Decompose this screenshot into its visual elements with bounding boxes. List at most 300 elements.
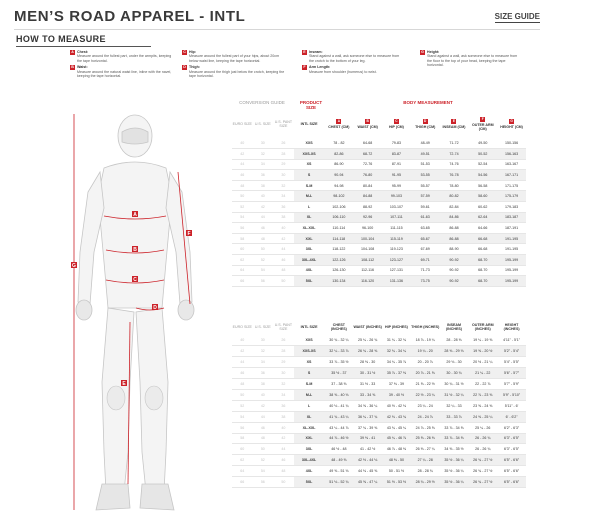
intl-size-cell: XXL: [294, 233, 325, 244]
measurement-cell: 39 ⅜ - 41: [353, 433, 382, 444]
inch-table-body: [232, 335, 526, 487]
measurement-cell: 35 ⅞ - 37 ⅜: [382, 368, 411, 379]
euro-size-cell: 64: [232, 466, 253, 477]
measurement-cell: 82-84: [440, 202, 469, 213]
table-row: [232, 455, 526, 466]
us-size-cell: 52: [253, 455, 274, 466]
euro-size-cell: 42: [232, 149, 253, 160]
us-pant-size-cell: 50: [273, 477, 294, 488]
rider-svg: [70, 112, 220, 517]
euro-size-cell: 58: [232, 233, 253, 244]
waist-icon: B: [366, 119, 369, 123]
measurement-cell: 51 ½ - 53 ½: [382, 477, 411, 488]
intl-size-cell: S: [294, 368, 325, 379]
measurement-cell: 195-199: [497, 265, 526, 276]
euro-size-cell: 40: [232, 138, 253, 149]
measurement-cell: 24 ⅜ - 25 ¼: [468, 411, 497, 422]
measurement-cell: 19 ¼ - 20: [411, 346, 440, 357]
table-row: [232, 389, 526, 400]
measurement-cell: 90-92: [440, 276, 469, 287]
measurement-cell: 37 ⅜ - 39: [382, 379, 411, 390]
measurement-cell: 49 ⅝ - 51 ⅛: [324, 466, 353, 477]
us-pant-size-cell: 36: [273, 202, 294, 213]
measurement-cell: 66-68: [468, 244, 497, 255]
euro-size-cell: 44: [232, 357, 253, 368]
intl-size-cell: XXS-XS: [294, 346, 325, 357]
measurement-cell: 68-70: [468, 255, 497, 266]
us-size-cell: 34: [253, 357, 274, 368]
table-row: [232, 422, 526, 433]
measurement-cell: 49-51: [411, 149, 440, 160]
intl-size-cell: 5XL: [294, 477, 325, 488]
size-table-cm: [232, 110, 526, 287]
measurement-cell: 80-84: [353, 180, 382, 191]
measurement-cell: 33 - 34 ⅝: [353, 389, 382, 400]
table-row: [232, 233, 526, 244]
measurement-cell: 50 - 51 ½: [382, 466, 411, 477]
us-size-cell: 56: [253, 477, 274, 488]
right-glove-icon: [76, 300, 92, 320]
chest-badge-icon: A: [71, 50, 74, 54]
intl-size-cell: 3XL: [294, 244, 325, 255]
col-us-size: U.S. SIZE: [254, 324, 271, 329]
col-label: INSEAM (CM): [442, 125, 466, 129]
col-label: HEIGHT (CM): [500, 125, 523, 129]
measurement-cell: 24 - 24 ⅞: [411, 411, 440, 422]
intl-size-cell: XL: [294, 212, 325, 223]
visor-icon: [122, 128, 148, 144]
measurement-cell: 35 ½ - 36 ¼: [440, 466, 469, 477]
measurement-cell: 31 ¼ - 32 ¾: [382, 335, 411, 346]
measurement-cell: 167-171: [497, 170, 526, 181]
us-pant-size-cell: 28: [273, 346, 294, 357]
measurement-cell: 66-68: [468, 233, 497, 244]
table-row: [232, 138, 526, 149]
us-pant-size-cell: 46: [273, 255, 294, 266]
instruction-thigh: [182, 65, 285, 78]
us-size-cell: 44: [253, 212, 274, 223]
intl-size-cell: S-M: [294, 379, 325, 390]
measurement-cell: 28 - 28 ¾: [411, 466, 440, 477]
measurement-cell: 26 ⅜ - 27 ¼: [411, 444, 440, 455]
instruction-text: Stand against a wall, ask someone else to measure from the crotch to the bottom of your leg.: [309, 54, 400, 63]
us-size-cell: 30: [253, 138, 274, 149]
measurement-cell: 22 ½ - 23 ¼: [411, 389, 440, 400]
intl-size-cell: 3XL-4XL: [294, 455, 325, 466]
measurement-cell: 5'7" - 5'9": [497, 379, 526, 390]
measurement-cell: 5'4" - 5'5": [497, 357, 526, 368]
table-row: [232, 357, 526, 368]
us-size-cell: 48: [253, 233, 274, 244]
measurement-cell: 42 ½ - 44 ⅛: [353, 455, 382, 466]
measurement-cell: 131-136: [382, 276, 411, 287]
intl-size-cell: 3XL: [294, 444, 325, 455]
measurement-cell: 71-73: [411, 265, 440, 276]
measurement-cell: 44 ⅛ - 45 ⅝: [353, 466, 382, 477]
measurement-cell: 26 ¾ - 28 ⅜: [353, 346, 382, 357]
table-row: [232, 477, 526, 488]
intl-size-cell: M-L: [294, 191, 325, 202]
measurement-cell: 30 ¾ - 31 ½: [440, 379, 469, 390]
measurement-cell: 76-80: [353, 170, 382, 181]
us-pant-size-cell: 28: [273, 149, 294, 160]
measurement-cell: 31 ½ - 33: [353, 379, 382, 390]
right-boot-icon: [96, 484, 130, 510]
measurement-cell: 22 ⅞ - 23 ⅝: [468, 389, 497, 400]
measurement-cell: 50-52: [468, 149, 497, 160]
cm-table-body: [232, 138, 526, 286]
intl-size-cell: XL-XXL: [294, 422, 325, 433]
euro-size-cell: 50: [232, 191, 253, 202]
measurement-cell: 195-199: [497, 276, 526, 287]
measurement-cell: 83-87: [382, 149, 411, 160]
measurement-cell: 21 ⅝ - 22 ½: [411, 379, 440, 390]
measurement-cell: 90-94: [324, 170, 353, 181]
measurement-cell: 25 ¼ - 26: [468, 422, 497, 433]
us-pant-size-cell: 29: [273, 159, 294, 170]
instruction-name: Waist:: [77, 65, 88, 70]
intl-size-cell: XL-XXL: [294, 223, 325, 234]
measurement-cell: 110-114: [324, 223, 353, 234]
euro-size-cell: 60: [232, 244, 253, 255]
conversion-guide-heading: CONVERSION GUIDE: [239, 100, 285, 105]
measurement-cell: 28 ¾ - 29 ½: [411, 477, 440, 488]
measurement-cell: 46 ½ - 48: [324, 444, 353, 455]
measurement-cell: 28 ⅜ - 29 ⅛: [440, 346, 469, 357]
intl-size-cell: 4XL: [294, 466, 325, 477]
measurement-cell: 86-90: [324, 159, 353, 170]
measurement-cell: 28 - 28 ⅜: [440, 335, 469, 346]
intl-size-cell: XXL: [294, 433, 325, 444]
measurement-cell: 25 ⅝ - 26 ⅜: [411, 433, 440, 444]
euro-size-cell: 40: [232, 335, 253, 346]
intl-size-cell: 5XL: [294, 276, 325, 287]
measurement-cell: 32 ¼ - 33: [440, 400, 469, 411]
measurement-cell: 64-66: [468, 223, 497, 234]
us-size-cell: 36: [253, 170, 274, 181]
measurement-cell: 6'5" - 6'6": [497, 455, 526, 466]
measurement-cell: 33 - 33 ⅞: [440, 411, 469, 422]
measurement-cell: 33 ⅞ - 34 ⅝: [440, 422, 469, 433]
col-chest-cm: [324, 110, 353, 138]
measurement-cell: 78 - 82: [324, 138, 353, 149]
instruction-text: Measure from shoulder (humerus) to wrist.: [309, 69, 377, 74]
inseam-badge-icon: E: [303, 50, 306, 54]
thigh-badge-icon: D: [183, 65, 186, 70]
measurement-cell: 19 ⅝ - 20 ½: [468, 346, 497, 357]
measurement-cell: 45 ⅝ - 47 ¼: [353, 477, 382, 488]
instructions-col-3: [302, 50, 405, 76]
measurement-cell: 76-78: [440, 170, 469, 181]
table-row: [232, 400, 526, 411]
measurement-cell: 123-127: [382, 255, 411, 266]
figure-label-f: F: [187, 231, 191, 237]
waist-badge-icon: B: [71, 65, 74, 70]
measurement-cell: 5'9" - 5'10": [497, 389, 526, 400]
measurement-cell: 98-102: [324, 191, 353, 202]
us-size-cell: 54: [253, 466, 274, 477]
intl-size-cell: XS: [294, 159, 325, 170]
measurement-cell: 55-57: [411, 180, 440, 191]
measurement-cell: 20 - 20 ⅞: [411, 357, 440, 368]
us-pant-size-cell: 48: [273, 466, 294, 477]
measurement-cell: 108-112: [353, 255, 382, 266]
instruction-name: Thigh:: [189, 65, 200, 70]
us-size-cell: 52: [253, 255, 274, 266]
inch-header-row: [232, 318, 526, 335]
measurement-cell: 37 ¾ - 39 ⅜: [353, 422, 382, 433]
cm-header-row: [232, 110, 526, 138]
measurement-cell: 23 ⅝ - 24 ⅜: [468, 400, 497, 411]
measurement-cell: 53-55: [411, 170, 440, 181]
table-row: [232, 433, 526, 444]
measurement-cell: 78-80: [440, 180, 469, 191]
measurement-cell: 40 ½ - 42 ⅛: [382, 400, 411, 411]
table-row: [232, 180, 526, 191]
how-to-measure-heading: HOW TO MEASURE: [16, 34, 106, 44]
euro-size-cell: 56: [232, 422, 253, 433]
instruction-text: Measure around the natural waist line, inline with the navel, keeping the tape horizontal.: [77, 69, 172, 79]
col-label: HIP (CM): [388, 125, 404, 129]
measurement-cell: 86-88: [440, 233, 469, 244]
height-badge-icon: G: [421, 50, 424, 54]
body-measurement-heading: BODY MEASUREMENT: [403, 100, 453, 105]
euro-size-cell: 48: [232, 180, 253, 191]
us-size-cell: 56: [253, 276, 274, 287]
euro-size-cell: 64: [232, 265, 253, 276]
us-pant-size-cell: 40: [273, 422, 294, 433]
us-size-cell: 50: [253, 444, 274, 455]
measurement-cell: 36 ¼ - 37 ¾: [353, 411, 382, 422]
col-label: CHEST (CM): [328, 125, 350, 129]
us-size-cell: 32: [253, 149, 274, 160]
figure-label-b: B: [133, 247, 137, 253]
us-size-cell: 36: [253, 368, 274, 379]
instruction-name: Arm Length:: [309, 65, 331, 70]
euro-size-cell: 46: [232, 170, 253, 181]
instruction-hip: [182, 50, 285, 63]
left-boot-icon: [140, 484, 174, 510]
col-thigh-cm: [411, 110, 440, 138]
euro-size-cell: 66: [232, 477, 253, 488]
measurement-cell: 44 ⅞ - 46 ½: [324, 433, 353, 444]
measurement-cell: 26 - 26 ¾: [468, 444, 497, 455]
intl-size-cell: S-M: [294, 180, 325, 191]
how-to-measure-underline: [16, 46, 151, 47]
header-divider: [14, 29, 540, 30]
col-waist-cm: [353, 110, 382, 138]
us-pant-size-cell: 32: [273, 180, 294, 191]
measurement-cell: 38 ⅝ - 40 ⅛: [324, 389, 353, 400]
measurement-cell: 32 ¼ - 33 ⅞: [324, 346, 353, 357]
intl-size-cell: M-L: [294, 389, 325, 400]
intl-size-cell: XXS-XS: [294, 149, 325, 160]
instruction-name: Hip:: [189, 50, 196, 54]
measurement-cell: 102-106: [324, 202, 353, 213]
us-pant-size-cell: 44: [273, 444, 294, 455]
measurement-cell: 183-187: [497, 212, 526, 223]
instruction-height: [420, 50, 523, 68]
us-size-cell: 40: [253, 191, 274, 202]
col-euro-size: EURO SIZE: [232, 122, 252, 126]
measurement-cell: 88-92: [353, 202, 382, 213]
us-pant-size-cell: 36: [273, 400, 294, 411]
measurement-cell: 72-74: [440, 149, 469, 160]
instructions-col-1: [70, 50, 173, 80]
instruction-text: Stand against a wall, ask someone else to measure from the floor to the top of your head, keeping the tape horizontal.: [427, 54, 518, 68]
us-size-cell: 48: [253, 433, 274, 444]
intl-size-cell: XXS: [294, 335, 325, 346]
table-row: [232, 255, 526, 266]
measurement-cell: 65-67: [411, 233, 440, 244]
torso-shape: [98, 162, 172, 308]
table-row: [232, 368, 526, 379]
measurement-cell: 92-96: [353, 212, 382, 223]
table-row: [232, 444, 526, 455]
measurement-cell: 41 ¾ - 43 ¼: [324, 411, 353, 422]
instruction-text: Measure around the fullest part, under the armpits, keeping the tape horizontal.: [77, 54, 172, 63]
measurement-cell: 35 ½ - 36 ¼: [440, 455, 469, 466]
measurement-cell: 73-75: [411, 276, 440, 287]
us-size-cell: 32: [253, 346, 274, 357]
measurement-cell: 37 - 38 ⅝: [324, 379, 353, 390]
col-label: THIGH (CM): [415, 125, 436, 129]
euro-size-cell: 48: [232, 379, 253, 390]
table-row: [232, 159, 526, 170]
us-size-cell: 42: [253, 202, 274, 213]
us-size-cell: 42: [253, 400, 274, 411]
measurement-cell: 27 ¼ - 28: [411, 455, 440, 466]
measurement-cell: 191-195: [497, 244, 526, 255]
col-us-pant-size: U.S. PANT SIZE: [274, 120, 293, 128]
euro-size-cell: 52: [232, 400, 253, 411]
measurement-cell: 68-70: [468, 265, 497, 276]
us-pant-size-cell: 42: [273, 433, 294, 444]
measurement-cell: 51-53: [411, 159, 440, 170]
measurement-cell: 6'3" - 6'5": [497, 444, 526, 455]
measurement-cell: 39 - 40 ½: [382, 389, 411, 400]
measurement-cell: 26 ¾ - 27 ½: [468, 477, 497, 488]
measurement-cell: 34 ¼ - 35 ⅞: [382, 357, 411, 368]
measurement-cell: 114-118: [324, 233, 353, 244]
measurement-cell: 86-88: [440, 223, 469, 234]
measurement-cell: 67-69: [411, 244, 440, 255]
measurement-cell: 42 ⅛ - 43 ¾: [382, 411, 411, 422]
measurement-cell: 5'11" - 6': [497, 400, 526, 411]
size-guide-link[interactable]: SIZE GUIDE: [494, 12, 540, 21]
measurement-cell: 33 ⅞ - 34 ⅝: [440, 433, 469, 444]
us-pant-size-cell: 40: [273, 223, 294, 234]
euro-size-cell: 60: [232, 444, 253, 455]
measurement-cell: 72-76: [353, 159, 382, 170]
instruction-chest: [70, 50, 173, 63]
us-pant-size-cell: 38: [273, 212, 294, 223]
intl-size-cell: L: [294, 400, 325, 411]
measurement-cell: 40 ⅛ - 41 ¾: [324, 400, 353, 411]
col-thigh-in: THIGH (INCHES): [411, 324, 440, 329]
us-size-cell: 34: [253, 159, 274, 170]
euro-size-cell: 44: [232, 159, 253, 170]
right-arm-shape: [78, 172, 104, 304]
measurement-cell: 6'2" - 6'3": [497, 422, 526, 433]
instruction-text: Measure around the thigh just below the crotch, keeping the tape horizontal.: [189, 69, 285, 79]
measurement-cell: 21 ¼ - 22: [468, 368, 497, 379]
instructions-col-2: [182, 50, 285, 80]
measurement-cell: 43 ¾ - 45 ¼: [382, 422, 411, 433]
col-outer-arm-in: OUTER ARM (INCHES): [471, 322, 494, 331]
measurement-cell: 33 ⅞ - 35 ½: [324, 357, 353, 368]
measurement-cell: 96-100: [353, 223, 382, 234]
measurement-cell: 88-90: [440, 244, 469, 255]
rider-figure: [70, 112, 220, 517]
measurement-cell: 130-134: [324, 276, 353, 287]
measurement-cell: 171-175: [497, 180, 526, 191]
us-pant-size-cell: 26: [273, 335, 294, 346]
col-euro-size: EURO SIZE: [232, 324, 252, 329]
measurement-cell: 4'11" - 5'1": [497, 335, 526, 346]
measurement-cell: 63-65: [411, 223, 440, 234]
measurement-cell: 45 ¼ - 46 ⅞: [382, 433, 411, 444]
euro-size-cell: 54: [232, 212, 253, 223]
measurement-cell: 51 ⅛ - 52 ¾: [324, 477, 353, 488]
measurement-cell: 35 ½ - 37: [324, 368, 353, 379]
measurement-cell: 30 - 30 ¾: [440, 368, 469, 379]
measurement-cell: 94-98: [324, 180, 353, 191]
us-pant-size-cell: 46: [273, 455, 294, 466]
intl-size-cell: L: [294, 202, 325, 213]
measurement-cell: 82-86: [324, 149, 353, 160]
hip-badge-icon: C: [183, 50, 186, 54]
measurement-cell: 22 - 22 ⅞: [468, 379, 497, 390]
measurement-cell: 34 ⅝ - 35 ½: [440, 444, 469, 455]
measurement-cell: 156-163: [497, 149, 526, 160]
measurement-cell: 95-99: [382, 180, 411, 191]
measurement-cell: 91-95: [382, 170, 411, 181]
us-size-cell: 30: [253, 335, 274, 346]
us-pant-size-cell: 42: [273, 233, 294, 244]
table-row: [232, 244, 526, 255]
measurement-cell: 175-179: [497, 191, 526, 202]
col-us-pant-size: U.S. PANT SIZE: [274, 322, 293, 331]
measurement-cell: 71-72: [440, 138, 469, 149]
table-row: [232, 191, 526, 202]
table-row: [232, 335, 526, 346]
col-height-cm: [497, 110, 526, 138]
measurement-cell: 150-156: [497, 138, 526, 149]
page-title: MEN’S ROAD APPAREL - INTL: [14, 8, 246, 25]
measurement-cell: 25 ¼ - 26 ¾: [353, 335, 382, 346]
measurement-cell: 68-72: [353, 149, 382, 160]
col-outer-arm-cm: [468, 110, 497, 138]
measurement-cell: 187-191: [497, 223, 526, 234]
col-height-in: HEIGHT (INCHES): [503, 322, 520, 331]
us-size-cell: 50: [253, 244, 274, 255]
size-table-inches: [232, 318, 526, 488]
measurement-cell: 31 ½ - 32 ¼: [440, 389, 469, 400]
measurement-cell: 30 - 31 ½: [353, 368, 382, 379]
col-intl-size: INTL SIZE: [300, 122, 318, 126]
measurement-cell: 84-86: [440, 212, 469, 223]
measurement-cell: 103-107: [382, 202, 411, 213]
instruction-waist: [70, 65, 173, 78]
measurement-cell: 23 ¼ - 24: [411, 400, 440, 411]
col-intl-size: INTL SIZE: [300, 324, 318, 329]
knee-pad-right: [107, 386, 125, 410]
euro-size-cell: 42: [232, 346, 253, 357]
us-pant-size-cell: 32: [273, 379, 294, 390]
table-row: [232, 346, 526, 357]
product-size-heading: PRODUCT SIZE: [299, 100, 323, 110]
